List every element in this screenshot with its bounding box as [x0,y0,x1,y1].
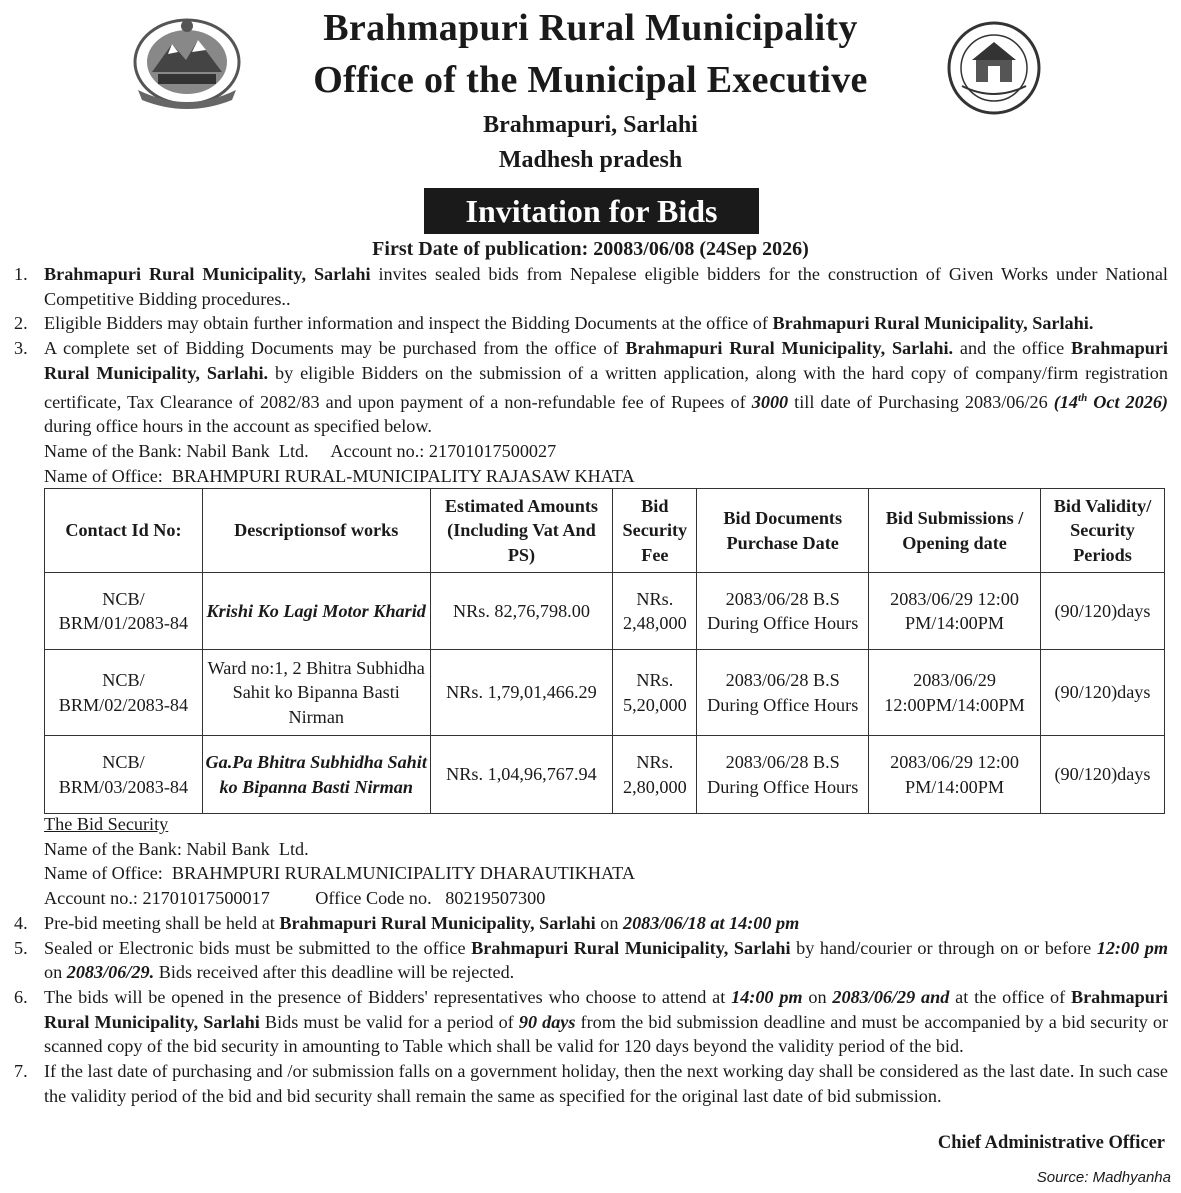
validity-period: (90/120)days [1041,650,1165,736]
municipality-title: Brahmapuri Rural Municipality [323,7,858,49]
clause-text: If the last date of purchasing and /or submission falls on a government holiday, then the next working day shall be considered as the last date. In such case the validity period of the bid and bid security shall remain the same as specified for the original last date of bid submission. [44,1061,1168,1106]
bid-security-heading: The Bid Security [44,814,169,834]
contract-id: NCB/ BRM/03/2083-84 [45,736,203,814]
office-title: Office of the Municipal Executive [313,59,868,101]
validity-days: 90 days [518,1011,576,1032]
publication-date: First Date of publication: 20083/06/08 (24Sep 2026) [372,238,809,260]
column-header: Descriptionsof works [202,489,430,573]
clause-text: till date of Purchasing 2083/06/26 [788,391,1054,412]
deadline-date: 2083/06/29. [66,962,155,983]
clause-3 [14,336,1168,439]
clause-text: and the office [953,338,1071,359]
clause-number: 1. [14,264,28,284]
estimated-amount: NRs. 1,04,96,767.94 [430,736,613,814]
security-fee: NRs. 2,80,000 [613,736,697,814]
clause-text: on [44,962,67,983]
deadline-time: 12:00 pm [1096,937,1168,958]
contract-id: NCB/ BRM/02/2083-84 [45,650,203,736]
municipality-name: Brahmapuri Rural Municipality, Sarlahi [44,264,371,284]
security-office-line: Name of Office: BRAHMPURI RURALMUNICIPALITY DHARAUTIKHATA [44,863,635,884]
clause-text: at the office of [949,986,1071,1007]
clause-number: 2. [14,313,28,334]
column-header: Bid Security Fee [613,489,697,573]
signatory-title: Chief Administrative Officer [937,1133,1165,1153]
submission-date: 2083/06/29 12:00 PM/14:00PM [869,573,1041,650]
clause-text: Pre-bid meeting shall be held at [44,912,280,933]
location-line-2: Madhesh pradesh [498,147,683,173]
bid-table [44,488,1165,814]
municipality-name: Brahmapuri Rural Municipality, Sarlahi. [772,313,1094,334]
column-header: Contact Id No: [45,489,203,573]
clause-text: invites sealed bids from Nepalese eligible bidders for the construction of Given Works under National Competitive Bidding procedures.. [44,264,1168,309]
clause-text: Sealed or Electronic bids must be submitted to the office [44,937,472,958]
purchase-date: 2083/06/28 B.S During Office Hours [697,573,869,650]
fee-amount: 3000 [751,391,789,412]
clause-text: Eligible Bidders may obtain further information and inspect the Bidding Documents at the office of [44,313,773,334]
date-suffix: th [1078,391,1088,404]
submission-date: 2083/06/29 12:00 PM/14:00PM [869,736,1041,814]
security-fee: NRs. 2,48,000 [613,573,697,650]
clause-number: 3. [14,338,28,359]
clause-6 [14,985,1168,1059]
column-header: Bid Documents Purchase Date [697,489,869,573]
municipality-name: Brahmapuri Rural Municipality, Sarlahi [279,912,596,933]
clause-number: 4. [14,912,28,933]
column-header: Estimated Amounts (Including Vat And PS) [430,489,613,573]
clause-text: Bids received after this deadline will be rejected. [154,962,515,983]
location-line-1: Brahmapuri, Sarlahi [483,112,698,138]
table-header-row [45,489,1165,573]
column-header: Bid Submissions / Opening date [869,489,1041,573]
opening-date: 2083/06/29 and [832,986,950,1007]
clause-text: by hand/courier or through on or before [790,937,1097,958]
clause-number: 6. [14,986,28,1007]
security-fee: NRs. 5,20,000 [613,650,697,736]
contract-id: NCB/ BRM/01/2083-84 [45,573,203,650]
clause-number: 5. [14,937,28,958]
purchase-date: 2083/06/28 B.S During Office Hours [697,736,869,814]
security-account-line: Account no.: 21701017500017 Office Code no. 80219507300 [44,888,546,909]
table-row [45,650,1165,736]
clause-text: from the bid submission deadline and must be accompanied by a bid security or scanned copy of the bid security in amounting to Table which shall be valid for 120 days beyond the validity period of the bid. [44,1011,1169,1057]
municipality-name: Brahmapuri Rural Municipality, Sarlahi [471,937,791,958]
clause-text: on [802,986,833,1007]
security-bank-line: Name of the Bank: Nabil Bank Ltd. [44,838,309,859]
bank-account-line: Name of the Bank: Nabil Bank Ltd. Account no.: 21701017500027 [44,440,557,461]
notice-body [14,262,1168,488]
clause-number: 7. [14,1061,28,1082]
municipality-name: Brahmapuri Rural Municipality, Sarlahi. [44,338,1168,383]
notice-body-continued [14,812,1168,1108]
clause-2 [14,311,1168,336]
clause-text: on [595,912,623,933]
clause-text: Bids must be valid for a period of [259,1011,519,1032]
office-name-line: Name of Office: BRAHMPURI RURAL-MUNICIPALITY RAJASAW KHATA [44,465,635,486]
english-date: (14 [1053,391,1079,412]
work-description: Ward no:1, 2 Bhitra Subhidha Sahit ko Bipanna Basti Nirman [202,650,430,736]
work-description: Krishi Ko Lagi Motor Kharid [202,573,430,650]
clause-text: A complete set of Bidding Documents may be purchased from the office of [44,338,626,359]
meeting-datetime: 2083/06/18 at 14:00 pm [622,912,800,933]
work-description: Ga.Pa Bhitra Subhidha Sahit ko Bipanna Basti Nirman [202,736,430,814]
clause-5 [14,936,1168,985]
estimated-amount: NRs. 82,76,798.00 [430,573,613,650]
submission-date: 2083/06/29 12:00PM/14:00PM [869,650,1041,736]
purchase-date: 2083/06/28 B.S During Office Hours [697,650,869,736]
clause-text: by eligible Bidders on the submission of a written application, along with the hard copy of company/firm registration certificate, Tax Clearance of 2082/83 and upon payment of a non-refundable fee of Rupees of [44,362,1168,412]
notice-header [0,0,1181,260]
invitation-banner: Invitation for Bids [424,188,759,234]
opening-time: 14:00 pm [731,986,803,1007]
clause-text: during office hours in the account as specified below. [44,416,432,437]
estimated-amount: NRs. 1,79,01,466.29 [430,650,613,736]
source-credit: Source: Madhyanha [1036,1169,1171,1186]
english-date-rest: Oct 2026) [1087,391,1168,412]
clause-1 [14,262,1168,311]
table-row [45,573,1165,650]
clause-4 [14,911,1168,936]
clause-text: The bids will be opened in the presence of Bidders' representatives who choose to attend at [44,986,732,1007]
clause-7 [14,1059,1168,1108]
municipality-name: Brahmapuri Rural Municipality, Sarlahi [44,986,1168,1032]
validity-period: (90/120)days [1041,736,1165,814]
validity-period: (90/120)days [1041,573,1165,650]
table-row [45,736,1165,814]
municipality-name: Brahmapuri Rural Municipality, Sarlahi. [625,338,954,359]
column-header: Bid Validity/ Security Periods [1041,489,1165,573]
